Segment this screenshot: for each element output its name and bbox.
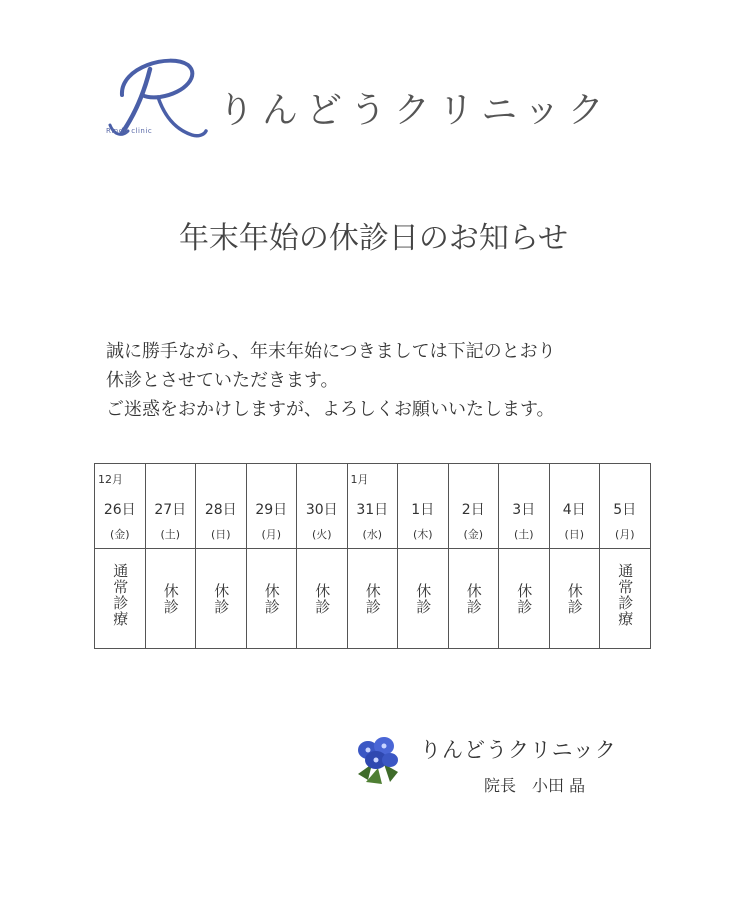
- notice-line: ご迷惑をおかけしますが、よろしくお願いいたします。: [106, 399, 555, 420]
- day-label: 30日: [305, 502, 338, 518]
- date-cell: [398, 464, 449, 549]
- status-cell: [499, 549, 550, 649]
- date-cell: [246, 464, 297, 549]
- holiday-schedule-table: [94, 463, 651, 649]
- date-cell: [196, 464, 247, 549]
- signature-director: 院長 小田 晶: [484, 776, 586, 795]
- month-label: 12月: [98, 473, 123, 486]
- status-row: [95, 549, 651, 649]
- page-title: 年末年始の休診日のお知らせ: [178, 221, 569, 256]
- weekday-label: (日): [564, 528, 585, 541]
- date-cell: [95, 464, 146, 549]
- status-label: 通常診療: [111, 563, 130, 627]
- status-label: 休診: [464, 583, 483, 615]
- date-cell: [499, 464, 550, 549]
- status-cell: [145, 549, 196, 649]
- logo-subtext: Rindo clinic: [106, 127, 153, 135]
- status-label: 休診: [515, 583, 534, 615]
- notice-line: 休診とさせていただきます。: [106, 370, 339, 391]
- weekday-label: (月): [614, 528, 635, 541]
- date-cell: [347, 464, 398, 549]
- day-label: 1日: [411, 502, 435, 518]
- day-label: 2日: [461, 502, 485, 518]
- notice-message: [106, 337, 556, 424]
- signature-clinic-name: りんどうクリニック: [420, 738, 617, 762]
- day-label: 26日: [103, 502, 136, 518]
- status-cell: [549, 549, 600, 649]
- status-label: 休診: [363, 583, 382, 615]
- notice-line: 誠に勝手ながら、年末年始につきましては下記のとおり: [106, 341, 556, 362]
- month-label: 1月: [350, 473, 369, 486]
- status-cell: [347, 549, 398, 649]
- weekday-label: (月): [261, 528, 282, 541]
- status-label: 休診: [313, 583, 332, 615]
- day-label: 28日: [204, 502, 237, 518]
- day-label: 27日: [154, 502, 187, 518]
- status-label: 休診: [262, 583, 281, 615]
- weekday-label: (火): [311, 528, 332, 541]
- day-label: 31日: [356, 502, 389, 518]
- status-label: 休診: [565, 583, 584, 615]
- status-cell: [448, 549, 499, 649]
- date-cell: [549, 464, 600, 549]
- weekday-label: (土): [160, 528, 181, 541]
- day-label: 4日: [562, 502, 586, 518]
- status-label: 休診: [414, 583, 433, 615]
- date-cell: [297, 464, 348, 549]
- gentian-flower-icon: [352, 734, 404, 786]
- date-cell: [145, 464, 196, 549]
- date-row: [95, 464, 651, 549]
- date-cell: [448, 464, 499, 549]
- status-cell: [95, 549, 146, 649]
- status-label: 休診: [161, 583, 180, 615]
- day-label: 29日: [255, 502, 288, 518]
- day-label: 3日: [512, 502, 536, 518]
- weekday-label: (土): [513, 528, 534, 541]
- status-cell: [196, 549, 247, 649]
- date-cell: [600, 464, 651, 549]
- status-cell: [297, 549, 348, 649]
- weekday-label: (木): [412, 528, 433, 541]
- weekday-label: (水): [362, 528, 383, 541]
- status-cell: [398, 549, 449, 649]
- day-label: 5日: [613, 502, 637, 518]
- status-label: 休診: [212, 583, 231, 615]
- weekday-label: (金): [109, 528, 130, 541]
- status-cell: [246, 549, 297, 649]
- weekday-label: (日): [210, 528, 231, 541]
- status-cell: [600, 549, 651, 649]
- weekday-label: (金): [463, 528, 484, 541]
- logo-clinic-name: りんどうクリニック: [218, 90, 612, 131]
- status-label: 通常診療: [616, 563, 635, 627]
